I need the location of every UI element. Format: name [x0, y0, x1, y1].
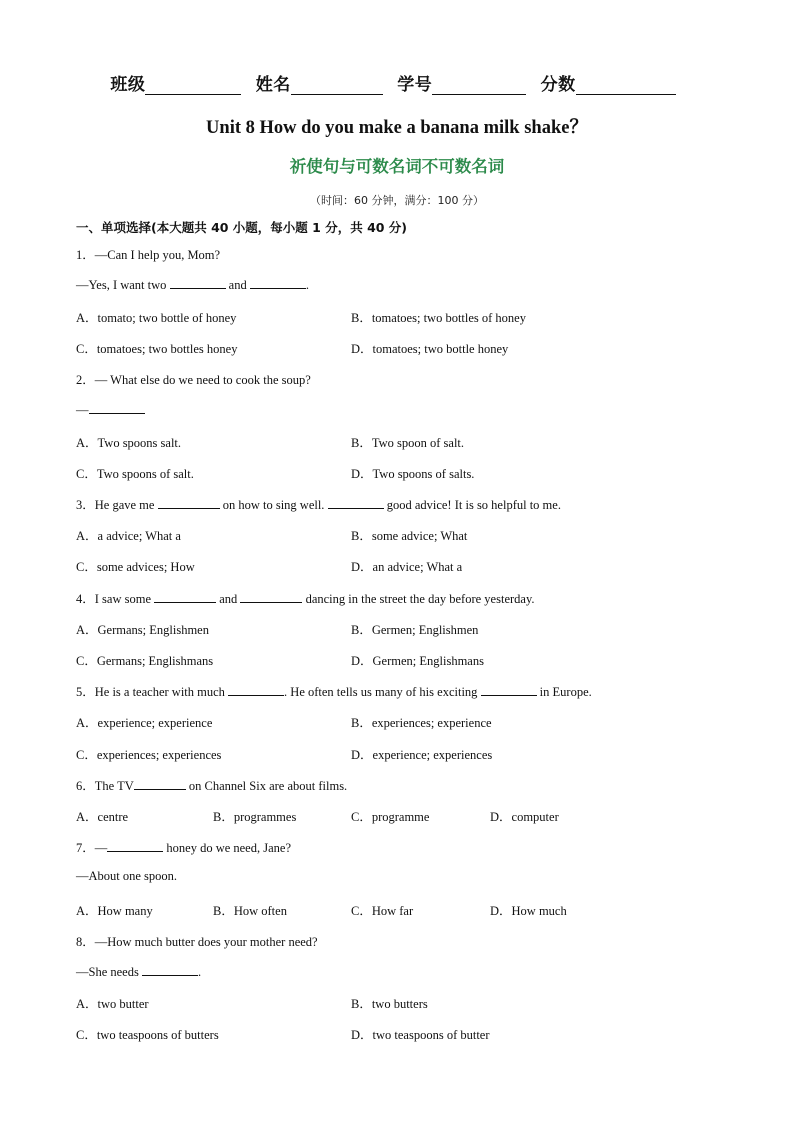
q1-stem-2a: —Yes, I want two — [76, 278, 170, 292]
q7-option-b: B．How often — [213, 904, 287, 918]
q4-option-b: B．Germen; Englishmen — [351, 623, 479, 637]
q1-stem-2b: and — [225, 278, 250, 292]
q5-option-a: A．experience; experience — [76, 716, 213, 730]
name-label: 姓名 — [255, 75, 291, 95]
q3-option-c: C．some advices; How — [76, 560, 195, 574]
q4-option-c: C．Germans; Englishmans — [76, 654, 214, 668]
q5-stem-b: . He often tells us many of his exciting — [284, 685, 481, 699]
q8-stem-2 — [76, 963, 201, 980]
q3-stem — [76, 495, 561, 513]
q8-blank — [142, 963, 198, 976]
number-label: 学号 — [397, 75, 433, 95]
q7-option-a: A．How many — [76, 904, 153, 918]
q6-option-d: D．computer — [490, 810, 559, 824]
q2-option-a: A．Two spoons salt. — [76, 436, 182, 450]
q5-blank-1 — [228, 683, 284, 696]
q1-blank-1 — [170, 276, 226, 289]
q4-option-d: D．Germen; Englishmans — [351, 654, 484, 668]
q7-blank — [107, 839, 163, 852]
q2-stem-2 — [76, 401, 145, 418]
q4-option-a: A．Germans; Englishmen — [76, 623, 209, 637]
q1-stem-1: 1．—Can I help you, Mom? — [76, 248, 221, 262]
q8-stem-1: 8．—How much butter does your mother need? — [76, 935, 318, 949]
class-blank — [145, 76, 241, 95]
q6-stem — [76, 776, 347, 794]
section-title: 一、单项选择(本大题共 40 小题，每小题 1 分，共 40 分) — [76, 220, 408, 235]
student-info-header — [0, 70, 794, 95]
q3-option-b: B．some advice; What — [351, 529, 468, 543]
q7-option-d: D．How much — [490, 904, 567, 918]
q1-option-b: B．tomatoes; two bottles of honey — [351, 311, 526, 325]
q7-stem-a: 7．— — [76, 841, 108, 855]
score-label: 分数 — [540, 75, 576, 95]
q6-option-b: B．programmes — [213, 810, 297, 824]
q3-option-a: A．a advice; What a — [76, 529, 181, 543]
q7-stem — [76, 838, 291, 856]
q1-option-d: D．tomatoes; two bottle honey — [351, 342, 509, 356]
q5-stem-a: 5．He is a teacher with much — [76, 685, 229, 699]
q1-stem-2c: . — [305, 278, 309, 292]
q6-option-a: A．centre — [76, 810, 129, 824]
q5-option-d: D．experience; experiences — [351, 748, 493, 762]
name-blank — [291, 76, 383, 95]
q6-option-c: C．programme — [351, 810, 430, 824]
q5-blank-2 — [481, 683, 537, 696]
q3-stem-b: on how to sing well. — [219, 498, 328, 512]
q6-stem-a: 6．The TV — [76, 779, 134, 793]
q3-stem-c: good advice! It is so helpful to me. — [383, 498, 561, 512]
q7-option-c: C．How far — [351, 904, 414, 918]
q8-option-d: D．two teaspoons of butter — [351, 1028, 490, 1042]
q2-blank — [89, 401, 145, 414]
q2-stem-2a: — — [76, 403, 89, 417]
page-title: Unit 8 How do you make a banana milk shake？ — [206, 118, 588, 138]
q1-blank-2 — [250, 276, 306, 289]
q4-blank-1 — [154, 590, 216, 603]
q2-stem-1: 2．— What else do we need to cook the soup? — [76, 373, 311, 387]
q8-option-c: C．two teaspoons of butters — [76, 1028, 219, 1042]
q4-stem-a: 4．I saw some — [76, 592, 155, 606]
q8-option-a: A．two butter — [76, 997, 149, 1011]
score-blank — [576, 76, 676, 95]
q1-option-c: C．tomatoes; two bottles honey — [76, 342, 238, 356]
q2-option-d: D．Two spoons of salts. — [351, 467, 475, 481]
q1-option-a: A．tomato; two bottle of honey — [76, 311, 237, 325]
q4-stem-c: dancing in the street the day before yesterday. — [302, 592, 535, 606]
q8-stem-2a: —She needs — [76, 965, 142, 979]
q5-option-b: B．experiences; experience — [351, 716, 492, 730]
q5-stem — [76, 682, 592, 700]
exam-meta: （时间：60 分钟，满分：100 分） — [310, 194, 484, 207]
q3-blank-2 — [328, 496, 384, 509]
q3-stem-a: 3．He gave me — [76, 498, 158, 512]
q5-option-c: C．experiences; experiences — [76, 748, 222, 762]
q4-stem-b: and — [216, 592, 241, 606]
q3-option-d: D．an advice; What a — [351, 560, 463, 574]
number-blank — [432, 76, 526, 95]
q5-stem-c: in Europe. — [536, 685, 592, 699]
q6-stem-b: on Channel Six are about films. — [185, 779, 348, 793]
q2-option-c: C．Two spoons of salt. — [76, 467, 194, 481]
q8-stem-2b: . — [197, 965, 202, 979]
q4-blank-2 — [240, 590, 302, 603]
q2-option-b: B．Two spoon of salt. — [351, 436, 465, 450]
q3-blank-1 — [158, 496, 220, 509]
q1-stem-2 — [76, 276, 309, 293]
q8-option-b: B．two butters — [351, 997, 428, 1011]
q7-stem-2: —About one spoon. — [76, 869, 178, 883]
q4-stem — [76, 589, 535, 607]
class-label: 班级 — [110, 75, 146, 95]
q6-blank — [134, 777, 186, 790]
q7-stem-b: honey do we need, Jane? — [163, 841, 291, 855]
page-subtitle: 祈使句与可数名词不可数名词 — [289, 157, 505, 176]
